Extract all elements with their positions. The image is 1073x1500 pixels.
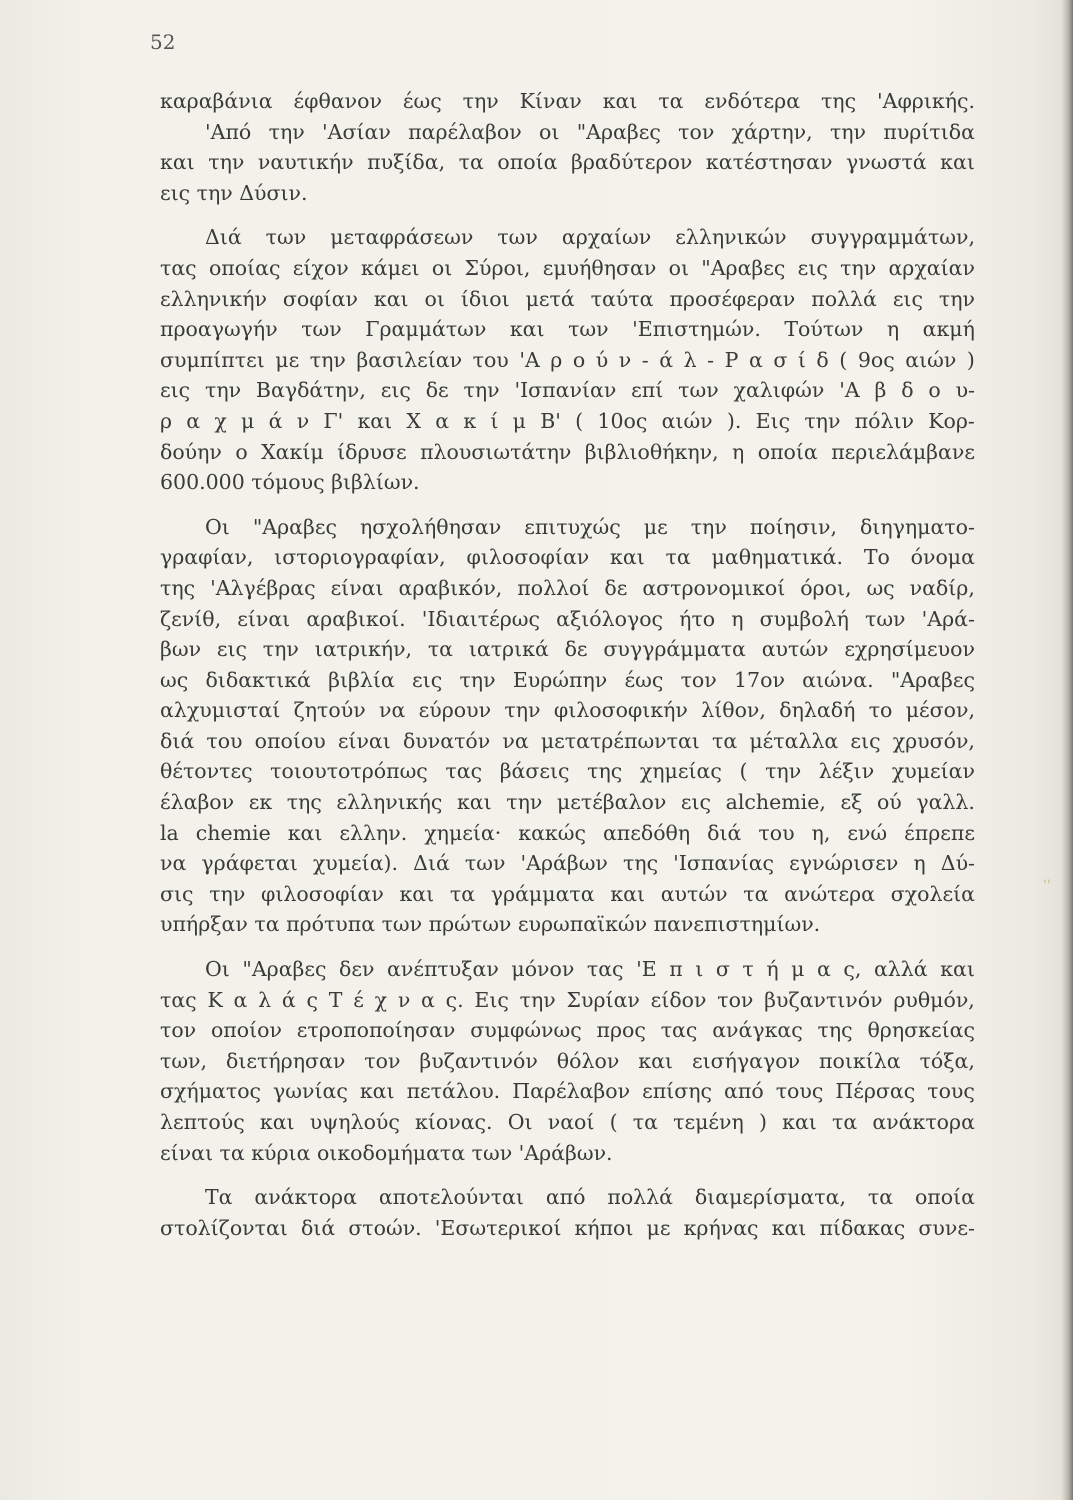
text-line: ως διδακτικά βιβλία εις την Ευρώπην έως τον 17ον αιώνα. "Αραβες: [160, 667, 975, 692]
text-line: στολίζονται διά στοών. 'Εσωτερικοί κήποι με κρήνας και πίδακας συνε-: [160, 1215, 975, 1240]
text-line: και την ναυτικήν πυξίδα, τα οποία βραδύτερον κατέστησαν γνωστά και: [160, 150, 975, 175]
text-line: τας οποίας είχον κάμει οι Σύροι, εμυήθησαν οι "Αραβες εις την αρχαίαν: [160, 255, 975, 280]
text-line: σις την φιλοσοφίαν και τα γράμματα και αυτών τα ανώτερα σχολεία: [160, 881, 975, 906]
text-line: ζενίθ, είναι αραβικοί. 'Ιδιαιτέρως αξιόλογος ήτο η συμβολή των 'Αρά-: [160, 606, 975, 631]
text-line: ελληνικήν σοφίαν και οι ίδιοι μετά ταύτα προσέφεραν πολλά εις την: [160, 286, 975, 311]
text-line: αλχυμισταί ζητούν να εύρουν την φιλοσοφικήν λίθον, δηλαδή το μέσον,: [160, 698, 975, 723]
text-line: la chemie και ελλην. χημεία· κακώς απεδόθη διά του η, ενώ έπρεπε: [160, 820, 975, 845]
text-line: 'Από την 'Ασίαν παρέλαβον οι "Αραβες τον χάρτην, την πυρίτιδα: [205, 119, 975, 144]
text-line: Οι "Αραβες δεν ανέπτυξαν μόνον τας 'Ε π ι σ τ ή μ α ς, αλλά και: [205, 957, 975, 982]
body-text: [160, 86, 975, 1243]
text-line: προαγωγήν των Γραμμάτων και των 'Επιστημών. Τούτων η ακμή: [160, 317, 975, 342]
text-line: θέτοντες τοιουτοτρόπως τας βάσεις της χημείας ( την λέξιν χυμείαν: [160, 759, 975, 784]
text-line: υπήρξαν τα πρότυπα των πρώτων ευρωπαϊκών πανεπιστημίων.: [160, 912, 821, 937]
page-edge-shadow: [1061, 0, 1073, 1500]
text-line: δούην ο Χακίμ ίδρυσε πλουσιωτάτην βιβλιοθήκην, η οποία περιελάμβανε: [160, 439, 975, 464]
text-line: να γράφεται χυμεία). Διά των 'Αράβων της 'Ισπανίας εγνώρισεν η Δύ-: [160, 851, 975, 876]
text-line: Τα ανάκτορα αποτελούνται από πολλά διαμερίσματα, τα οποία: [205, 1185, 975, 1210]
text-line: εις την Δύσιν.: [160, 180, 308, 205]
text-line: έλαβον εκ της ελληνικής και την μετέβαλον εις alchemie, εξ ού γαλλ.: [160, 790, 975, 815]
text-line: της 'Αλγέβρας είναι αραβικόν, πολλοί δε αστρονομικοί όροι, ως ναδίρ,: [160, 575, 975, 600]
text-line: εις την Βαγδάτην, εις δε την 'Ισπανίαν επί των χαλιφών 'Α β δ ο υ-: [160, 378, 975, 403]
text-line: διά του οποίου είναι δυνατόν να μετατρέπωνται τα μέταλλα εις χρυσόν,: [160, 728, 975, 753]
text-line: τας Κ α λ ά ς Τ έ χ ν α ς. Εις την Συρίαν είδον τον βυζαντινόν ρυθμόν,: [160, 987, 975, 1012]
text-line: Διά των μεταφράσεων των αρχαίων ελληνικών συγγραμμάτων,: [205, 225, 975, 250]
margin-speck: '': [1043, 878, 1051, 894]
text-line: είναι τα κύρια οικοδομήματα των 'Αράβων.: [160, 1140, 613, 1165]
text-line: ρ α χ μ ά ν Γ' και Χ α κ ί μ Β' ( 10ος αιών ). Εις την πόλιν Κορ-: [160, 408, 975, 433]
text-line: βων εις την ιατρικήν, τα ιατρικά δε συγγράμματα αυτών εχρησίμευον: [160, 637, 975, 662]
text-line: γραφίαν, ιστοριογραφίαν, φιλοσοφίαν και τα μαθηματικά. Το όνομα: [160, 545, 975, 570]
text-line: σχήματος γωνίας και πετάλου. Παρέλαβον επίσης από τους Πέρσας τους: [160, 1079, 975, 1104]
text-line: των, διετήρησαν τον βυζαντινόν θόλον και εισήγαγον ποικίλα τόξα,: [160, 1048, 975, 1073]
text-line: λεπτούς και υψηλούς κίονας. Οι ναοί ( τα τεμένη ) και τα ανάκτορα: [160, 1110, 975, 1134]
page-number: 52: [150, 30, 176, 54]
text-line: συμπίπτει με την βασιλείαν του 'Α ρ ο ύ ν - ά λ - Ρ α σ ί δ ( 9ος αιών ): [160, 347, 975, 372]
text-line: καραβάνια έφθανον έως την Κίναν και τα ενδότερα της 'Αφρικής.: [160, 89, 975, 113]
text-line: 600.000 τόμους βιβλίων.: [160, 470, 420, 495]
text-line: τον οποίον ετροποποίησαν συμφώνως προς τας ανάγκας της θρησκείας: [160, 1018, 975, 1043]
text-line: Οι "Αραβες ησχολήθησαν επιτυχώς με την ποίησιν, διηγηματο-: [205, 514, 975, 539]
